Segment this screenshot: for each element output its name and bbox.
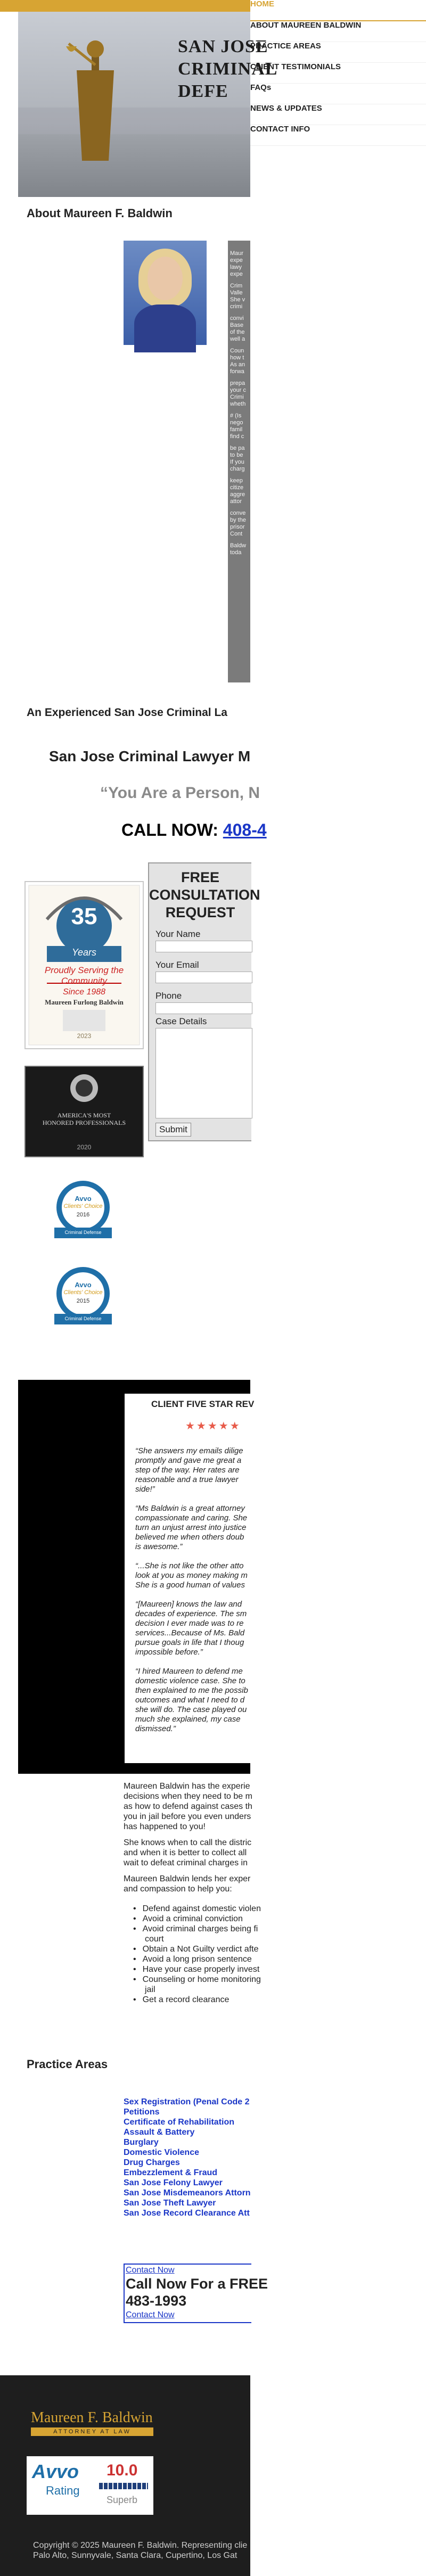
avvo-brand: Avvo [75, 1281, 92, 1289]
practice-area-link[interactable]: San Jose Theft Lawyer [124, 2199, 216, 2208]
about-text-line: Baldw [230, 542, 246, 549]
about-text-line: to be [230, 452, 243, 458]
avvo-clients-choice-badge-2015 [46, 1265, 120, 1329]
avvo-rating-badge[interactable] [27, 2456, 153, 2515]
about-text-line: Valle [230, 290, 243, 296]
testimonial-line: outcomes and what I need to d [135, 1696, 245, 1705]
about-text-line: keep [230, 478, 243, 484]
contact-now-link-top[interactable]: Contact Now [126, 2266, 175, 2275]
about-text-line: Maur [230, 250, 244, 257]
hero-cityscape [18, 134, 250, 197]
nav-item[interactable]: ABOUT MAUREEN BALDWIN [250, 21, 426, 42]
testimonial-line: “I hired Maureen to defend me [135, 1667, 243, 1676]
about-text-line: expe [230, 271, 243, 277]
about-text-line: citize [230, 484, 244, 491]
details-line: wait to defeat criminal charges in [124, 1858, 248, 1867]
avvo-year: 2015 [76, 1298, 90, 1304]
contact-now-link-bottom[interactable]: Contact Now [126, 2310, 175, 2319]
five-star-rating-icon: ★★★★★ [185, 1420, 241, 1432]
badge-years-number: 35 [71, 903, 97, 929]
details-line: you in jail before you even unders [124, 1812, 251, 1821]
nav-item[interactable]: HOME [250, 0, 426, 21]
copyright-line1: Copyright © 2025 Maureen F. Baldwin. Representing clie [33, 2541, 248, 2550]
nav-item[interactable]: NEWS & UPDATES [250, 104, 426, 125]
consultation-form [148, 862, 260, 1141]
details-line: decisions when they need to be m [124, 1792, 252, 1801]
avvo-area: Criminal Defense [64, 1316, 102, 1321]
testimonial-line: is awesome.” [135, 1542, 183, 1551]
case-details-field[interactable] [155, 1028, 252, 1118]
about-text-line: conve [230, 510, 246, 516]
phone-field[interactable] [155, 1002, 252, 1014]
nav-item[interactable]: CONTACT INFO [250, 125, 426, 146]
details-line: Maureen Baldwin lends her exper [124, 1874, 251, 1883]
practice-area-link[interactable]: Domestic Violence [124, 2148, 199, 2157]
testimonial-line: decades of experience. The sm [135, 1609, 247, 1618]
badge-since-text: Since 1988 [62, 987, 106, 997]
service-bullet: • Counseling or home monitoring [133, 1974, 261, 1985]
testimonial-line: believed me when others doub [135, 1533, 244, 1542]
about-text-line: Cont [230, 531, 243, 537]
lady-justice-statue-image [66, 33, 125, 171]
call-now-phone-link[interactable]: 408-4 [223, 820, 267, 840]
avvo-rating-brand: Avvo [32, 2460, 79, 2482]
email-label: Your Email [155, 960, 199, 970]
footer-logo-subtitle: ATTORNEY AT LAW [31, 2427, 153, 2436]
hero-title-line1: SAN JOSE [178, 37, 268, 56]
photo-dress [134, 304, 196, 352]
avvo-rating-word: Superb [106, 2495, 138, 2505]
avvo-clients-choice: Clients' Choice [63, 1203, 103, 1209]
details-line: as how to defend against cases th [124, 1802, 252, 1811]
practice-area-link[interactable]: Embezzlement & Fraud [124, 2168, 218, 2177]
service-bullet: jail [145, 1985, 155, 1994]
avvo-rating-value: 10.0 [106, 2462, 138, 2479]
about-text-snippets [230, 250, 250, 556]
testimonial-line: look at you as money making m [135, 1571, 248, 1580]
details-line: and when it is better to collect all [124, 1848, 247, 1857]
testimonial-line: much she explained, my case [135, 1715, 241, 1724]
service-bullet: • Get a record clearance [133, 1995, 261, 2005]
main-navigation [250, 0, 426, 146]
about-text-line: expe [230, 257, 243, 264]
about-text-line: wheth [230, 401, 246, 407]
footer-logo-name: Maureen F. Baldwin [31, 2409, 153, 2426]
avvo-rating-label: Rating [46, 2484, 80, 2497]
testimonial-line: step of the way. Her rates are [135, 1466, 240, 1475]
about-text-line: She v [230, 297, 245, 303]
about-text-line: If you [230, 459, 244, 465]
avvo-clients-choice-badge-2016 [46, 1179, 120, 1242]
avvo-rating-bar [99, 2483, 148, 2489]
top-accent-bar [0, 0, 250, 12]
testimonial-line: side!” [135, 1485, 155, 1494]
about-text-line: your c [230, 387, 246, 393]
testimonial-line: dismissed.” [135, 1724, 176, 1733]
hero-title-line2: CRIMINAL DEFE [178, 59, 277, 101]
about-text-line: # (Is [230, 413, 242, 419]
testimonial-line: domestic violence case. She to [135, 1676, 245, 1685]
about-text-line: of the [230, 329, 245, 335]
service-bullet: • Have your case properly invest [133, 1964, 261, 1974]
footer [0, 2375, 250, 2576]
cta-heading-line2: 483-1993 [126, 2293, 187, 2309]
practice-area-link[interactable]: San Jose Record Clearance Att [124, 2209, 250, 2218]
testimonial-line: promptly and gave me great a [135, 1456, 242, 1465]
about-text-line: prisor [230, 524, 245, 530]
about-text-line: famil [230, 426, 243, 433]
service-bullet: • Avoid a criminal conviction [133, 1914, 261, 1924]
nav-item[interactable]: PRACTICE AREAS [250, 42, 426, 63]
testimonial-line: compassionate and caring. She [135, 1513, 248, 1522]
avvo-brand: Avvo [75, 1195, 92, 1203]
35-years-badge [24, 881, 144, 1049]
badge-proud-text: Proudly Serving the Community [44, 965, 124, 986]
phone-label: Phone [155, 991, 182, 1001]
nav-item[interactable]: CLIENT TESTIMONIALS [250, 63, 426, 84]
testimonial-line: “[Maureen] knows the law and [135, 1600, 242, 1609]
testimonials-card [125, 1394, 255, 1763]
services-list [133, 1904, 261, 2005]
about-text-line: find c [230, 433, 244, 440]
email-field[interactable] [155, 972, 252, 983]
testimonials-title: CLIENT FIVE STAR REV [151, 1399, 255, 1409]
form-title: FREE CONSULTATION REQUEST [149, 869, 260, 920]
about-text-line: Coun [230, 348, 244, 354]
cta-heading-line1: Call Now For a FREE [126, 2276, 268, 2292]
badge-years-word: Years [71, 947, 97, 958]
about-text-line: Base [230, 322, 244, 328]
award-ring-title: AMERICA'S MOST HONORED PROFESSIONALS [42, 1112, 126, 1126]
service-bullet: • Obtain a Not Guilty verdict afte [133, 1944, 261, 1954]
copyright-text [33, 2540, 247, 2561]
avvo-year: 2016 [76, 1212, 90, 1218]
about-text-line: toda [230, 549, 242, 556]
testimonial-line: services...Because of Ms. Bald [135, 1628, 245, 1637]
experienced-heading: An Experienced San Jose Criminal La [27, 706, 227, 719]
details-line: has happened to you! [124, 1822, 206, 1831]
about-text-line: lawy [230, 264, 242, 270]
testimonial-line: reasonable and a true lawyer [135, 1475, 239, 1484]
about-text-line: prepa [230, 380, 245, 386]
service-bullet: • Defend against domestic violen [133, 1904, 261, 1914]
about-text-line: aggre [230, 491, 245, 498]
about-text-line: Crimi [230, 394, 244, 400]
about-text-line: nego [230, 419, 243, 426]
testimonial-line: She is a good human of values [135, 1581, 245, 1590]
about-text-column [228, 241, 250, 682]
about-text-line: forwa [230, 368, 244, 375]
testimonial-line: decision I ever made was to re [135, 1619, 244, 1628]
practice-area-link[interactable]: Petitions [124, 2108, 160, 2117]
about-heading: About Maureen F. Baldwin [27, 207, 173, 220]
details-line: and compassion to help you: [124, 1884, 232, 1894]
call-to-action-box [124, 2264, 268, 2323]
practice-area-link[interactable]: San Jose Misdemeanors Attorn [124, 2188, 251, 2198]
about-text-line: well a [230, 336, 245, 342]
award-ring-year: 2020 [77, 1143, 92, 1151]
call-now-heading [121, 820, 267, 840]
about-text-line: Crim [230, 283, 243, 289]
about-text-line: crimi [230, 303, 243, 310]
about-text-line: how t [230, 355, 244, 361]
call-now-label: CALL NOW: [121, 820, 218, 840]
testimonial-line: “Ms Baldwin is a great attorney [135, 1504, 245, 1513]
testimonial-line: turn an unjust arrest into justice [135, 1523, 247, 1532]
about-text-line: by the [230, 517, 246, 523]
practice-areas-list [124, 2097, 251, 2218]
testimonial-quotes [125, 1446, 250, 1734]
practice-area-link[interactable]: Drug Charges [124, 2158, 180, 2167]
service-bullet: • Avoid a long prison sentence [133, 1954, 261, 1964]
about-text-line: be pa [230, 445, 245, 451]
americas-most-honored-badge [24, 1066, 144, 1157]
name-field[interactable] [155, 941, 252, 952]
about-text-line: As an [230, 361, 245, 368]
attorney-photo [124, 241, 207, 345]
badge-name: Maureen Furlong Baldwin [45, 998, 124, 1006]
testimonial-line: then explained to me the possib [135, 1686, 248, 1695]
testimonial-line: pursue goals in life that I thoug [135, 1638, 244, 1647]
testimonial-line: “...She is not like the other atto [135, 1561, 244, 1570]
name-label: Your Name [155, 929, 201, 939]
photo-face [148, 257, 183, 300]
testimonial-line: she will do. The case played ou [135, 1705, 247, 1714]
practice-area-link[interactable]: Certificate of Rehabilitation [124, 2118, 235, 2127]
avvo-area: Criminal Defense [64, 1230, 102, 1235]
practice-area-link[interactable]: Burglary [124, 2138, 159, 2147]
about-text-line: convi [230, 315, 244, 322]
details-line: She knows when to call the distric [124, 1838, 252, 1847]
quote-heading: “You Are a Person, N [100, 784, 260, 802]
case-details-label: Case Details [155, 1016, 207, 1026]
practice-area-link[interactable]: Sex Registration (Penal Code 2 [124, 2097, 250, 2106]
testimonial-line: impossible before.” [135, 1648, 203, 1657]
testimonial-line: “She answers my emails dilige [135, 1446, 243, 1455]
copyright-line2: Palo Alto, Sunnyvale, Santa Clara, Cupertino, Los Gat [33, 2551, 237, 2560]
badge-year: 2023 [77, 1032, 92, 1040]
nav-item[interactable]: FAQs [250, 84, 426, 104]
details-line: Maureen Baldwin has the experie [124, 1782, 250, 1791]
about-text-line: charg [230, 466, 245, 472]
avvo-clients-choice: Clients' Choice [63, 1289, 103, 1296]
about-text-line: attor [230, 498, 242, 505]
submit-button[interactable]: Submit [155, 1123, 191, 1137]
lawyer-heading: San Jose Criminal Lawyer M [49, 748, 251, 764]
service-bullet: • Avoid criminal charges being fi [133, 1924, 261, 1934]
practice-areas-heading: Practice Areas [27, 2057, 108, 2071]
service-bullet: court [145, 1935, 164, 1944]
practice-area-link[interactable]: Assault & Battery [124, 2128, 195, 2137]
practice-area-link[interactable]: San Jose Felony Lawyer [124, 2178, 223, 2187]
